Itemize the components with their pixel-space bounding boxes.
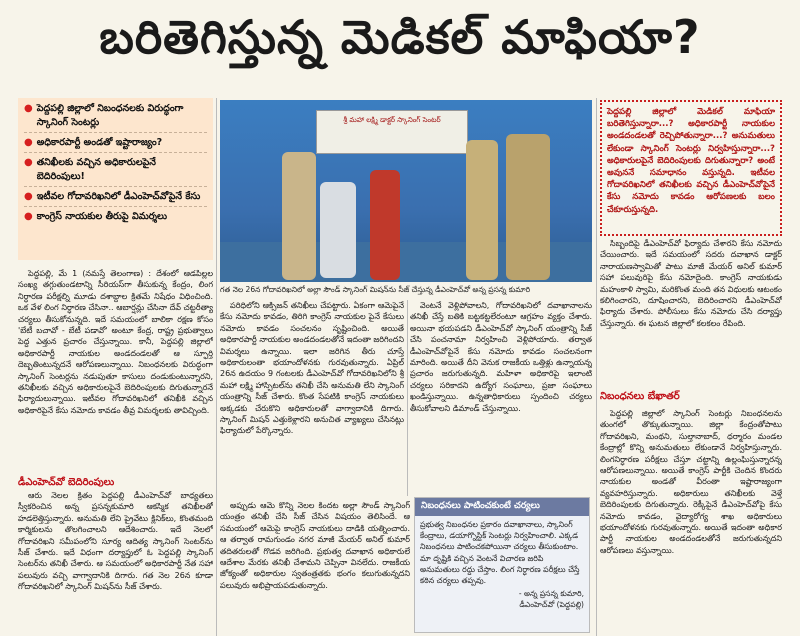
bullet-icon: ● (24, 137, 33, 148)
article-column-2 (220, 300, 404, 500)
highlight-item: ● కాంగ్రెస్ నాయకుల తీరుపై విమర్శలు (24, 211, 167, 222)
official-quote-box (414, 497, 590, 633)
subheading: నిబంధనలు బేఖాతర్ (600, 391, 680, 402)
article-paragraph: అప్పుడు ఆమె కొన్ని నెలల కిందట అల్లా సౌండ్ స్కానింగ్ యంత్రం తనిఖీ చేసి సీజ్ చేసిన విషయం తెలిసిందే. ఆ సమయంలో ఆమెపై కాంగ్రెస్ నాయకులు దాడికి యత్నించారు. ఆ తర్వాత రామగుండం నగర మాజీ మేయర్ అనిల్ కుమార్ తదితరులతో గొడవ జరిగింది. ప్రభుత్వ దవాఖాన అధికారులే ఆదేశాల మేరకు తనిఖీ చేశామని చెప్పినా వినలేదు. రాజకీయ జోక్యంతో అధికారుల స్వతంత్రతకు భంగం కలుగుతున్నదని పలువురు అభిప్రాయపడుతున్నారు. (220, 501, 410, 590)
article-paragraph: సిబ్బందిపై డీఎంహెచ్‌వో ఫిర్యాదు చేశారని కేసు నమోదు చేయించారు. ఇదే సమయంలో సదరు దవాఖాన డాక్టర్ నారాయణస్వామితో పాటు మాజీ మేయర్ అనిల్ కుమార్ సహా పలువురిపై కేసు నమోదైంది. కాంగ్రెస్ నాయకుడు మహంకాళి స్వామి, మరికొంత మంది తన విధులకు ఆటంకం కలిగించారని, దూషించారని, బెదిరించారని డీఎంహెచ్‌వో ఫిర్యాదు చేశారు. పోలీసులు కేసు నమోదు చేసి దర్యాప్తు చేస్తున్నారు. ఈ ఘటన జిల్లాలో కలకలం రేపింది. (600, 239, 782, 328)
column-divider (407, 300, 408, 496)
article-column-3 (410, 300, 592, 500)
article-paragraph: పెద్దపల్లి జిల్లాలో స్కానింగ్ సెంటర్లు నిబంధనలను తుంగలో తొక్కుతున్నాయి. జిల్లా కేంద్రంతోపాటు గోదావరిఖని, మంథని, సుల్తానాబాద్, ధర్మారం మండల కేంద్రాల్లో కొన్ని అనుమతులు లేకుండానే నిర్వహిస్తున్నారు. లింగనిర్ధారణ పరీక్షలు చేస్తూ చట్టాన్ని ఉల్లంఘిస్తున్నారన్న ఆరోపణలున్నాయి. అయితే కాంగ్రెస్ పార్టీకి చెందిన కొందరు నాయకుల అండతో వీరంతా ఇష్టారాజ్యంగా వ్యవహరిస్తున్నారు. అధికారులు తనిఖీలకు వెళ్తే బెదిరింపులకు దిగుతున్నారు. రెక్కీపైనే డీఎంహెచ్‌వోపై కేసు నమోదు కావడం, వైద్యారోగ్య శాఖ అధికారులు భయాందోళనకు గురవుతున్నారు. అయితే ఇదంతా అధికార పార్టీ నాయకుల అండదండలతోనే జరుగుతున్నదని ఆరోపణలు వస్తున్నాయి. (600, 409, 782, 555)
article-paragraph: పరిధిలోని ఆక్సిజన్ తనిఖీలు చేపట్టారు. ఏకంగా ఆమెపైనే కేసు నమోదు కావడం, తిరిగి కాంగ్రెస్ నాయకుల పైనే కేసులు నమోదు కావడం సంచలనం సృష్టించింది. అయితే అధికారపార్టీ నాయకుల అండదండలతోనే ఇదంతా జరిగిందని విమర్శలు ఉన్నాయి. ఇలా జరిగిన తీరు చూస్తే అధికారులంతా భయాందోళనకు గురవుతున్నారు. ఏప్రిల్ 26న ఉదయం 9 గంటలకు డీఎంహెచ్‌వో గోదావరిఖనిలోని శ్రీ మహా లక్ష్మి హాస్పిటల్‌ను తనిఖీ చేసి అనుమతి లేని స్కానింగ్ యంత్రాన్ని సీజ్ చేశారు. కొంత సేపటికి కాంగ్రెస్ నాయకులు అక్కడకు చేరుకొని అధికారులతో వాగ్వాదానికి దిగారు. స్కానింగ్ మిషన్ ఎత్తుకెళ్లారని అనుచిత వ్యాఖ్యలు చేసినట్లు ఫిర్యాదులో పేర్కొన్నారు. (220, 301, 404, 436)
officer-figure (466, 140, 498, 280)
pull-quote: పెద్దపల్లి జిల్లాలో మెడికల్ మాఫియా బరితెగిస్తున్నారా...? అధికారపార్టీ నాయకుల అండదండలతో రెచ్చిపోతున్నారా...? అనుమతులు లేకుండా స్కానింగ్ సెంటర్లు నిర్వహిస్తున్నారా...? అధికారులపైనే బెదిరింపులకు దిగుతున్నారా? అంటే అవుననే సమాధానం వస్తున్నది. ఇటీవల గోదావరిఖనిలో తనిఖీలకు వచ్చిన డీఎంహెచ్‌వోపైనే కేసు నమోదు కావడం ఆరోపణలకు బలం చేకూరుస్తున్నది. (600, 100, 782, 236)
signature-role: డీఎంహెచ్‌వో (పెద్దపల్లి) (519, 599, 584, 609)
article-paragraph: వెంటనే వెళ్లిపోవాలని, గోదావరిఖనిలో దవాఖానాలను తనిఖీ చేస్తే బతికి బట్టకట్టలేరంటూ ఆగ్రహం వ్యక్తం చేశారు. అయినా భయపడని డీఎంహెచ్‌వో స్కానింగ్ యంత్రాన్ని సీజ్ చేసి పంచనామా నిర్వహించి వెళ్లిపోయారు. తర్వాత డీఎంహెచ్‌వోపైనే కేసు నమోదు కావడం సంచలనంగా మారింది. అయితే దీని వెనుక రాజకీయ ఒత్తిళ్లు ఉన్నాయన్న ప్రచారం జరుగుతున్నది. మహిళా అధికారిపై ఇలాంటి చర్యలు సరికాదని ఉద్యోగ సంఘాలు, ప్రజా సంఘాలు ఖండిస్తున్నాయి. ఉన్నతాధికారులు స్పందించి చర్యలు తీసుకోవాలని డిమాండ్ చేస్తున్నాయి. (410, 301, 592, 413)
photo-caption: గత నెల 26న గోదావరిఖనిలో అల్లా సౌండ్ స్కానింగ్ మిషన్‌ను సీజ్ చేస్తున్న డీఎంహెచ్‌వో అన్న ప్రసన్న కుమారి (220, 285, 531, 294)
bullet-icon: ● (24, 157, 33, 168)
article-column-1b (18, 490, 213, 636)
woman-figure (370, 170, 400, 280)
clinic-banner: శ్రీ మహా లక్ష్మి డాక్టర్ స్కానింగ్ సెంటర్ (316, 110, 468, 154)
article-paragraph: ఆరు నెలల క్రితం పెద్దపల్లి డీఎంహెచ్‌వో బాధ్యతలు స్వీకరించిన అన్న ప్రసన్నకుమారి ఆకస్మిక తనిఖీలతో హడలెత్తిస్తున్నారు. అనుమతి లేని ప్రైవేటు క్లినిక్‌లు, కొంతమంది కార్మికులను తొలగించాలని ఆదేశించారు. ఇదే నెలలో గోదావరిఖని సమీపంలోని సూర్య ఆదిత్య స్కానింగ్ సెంటర్‌ను సీజ్ చేశారు. ఇదే విధంగా దర్యాప్తులో ఓ పెద్దపల్లి స్కానింగ్ సెంటర్‌ను తనిఖీ చేశారు. ఆ సమయంలో అధికారపార్టీ నేత సహా పలువురు వచ్చి వాగ్వాదానికి దిగారు. గత నెల 26న కూడా గోదావరిఖనిలో స్కానింగ్ మిషన్‌ను సీజ్ చేశారు. (18, 491, 213, 592)
headline: బరితెగిస్తున్న మెడికల్ మాఫియా? (99, 10, 701, 64)
column-divider (216, 98, 217, 636)
bullet-icon: ● (24, 103, 33, 114)
article-column-2b (220, 500, 410, 636)
officer-figure (282, 152, 316, 280)
article-paragraph: పెద్దపల్లి, మే 1 (నమస్తే తెలంగాణ) : దేశంలో ఆడపిల్లల సంఖ్య తగ్గుతుండటాన్ని సీరియస్‌గా తీసుకున్న కేంద్రం, లింగ నిర్ధారణ పరీక్షల్ని మూడు దశాబ్దాల క్రితమే నిషేధం విధించింది. ఒక వేళ లింగ నిర్ధారణ చేసినా.. ఆబార్షన్లు చేసినా దేవ్ చట్టరీత్యా చర్యలు తీసుకోనున్నది. ఇదే సమయంలో బాలికా రక్షణ కోసం 'బేటీ బచావో - బేటీ పడావో' అంటూ కేంద్ర, రాష్ట్ర ప్రభుత్వాలు పెద్ద ఎత్తున ప్రచారం చేస్తున్నాయి. కానీ, పెద్దపల్లి జిల్లాలో అధికారపార్టీ నాయకుల అండదండలతో ఆ స్ఫూర్తి దెబ్బతింటున్నదనే ఆరోపణలున్నాయి. నిబంధనలకు విరుద్ధంగా స్కానింగ్ సెంటర్లను నడుపుతూ కాసులు దండుకుంటున్నారని, తనిఖీలకు వచ్చిన అధికారులపైనే బెదిరింపులకు దిగుతున్నారనే ఫిర్యాదులున్నాయి. ఇటీవల గోదావరిఖనిలో తనిఖీకి వచ్చిన అధికారిపైనే కేసు నమోదు కావడం తీవ్ర విమర్శలకు తావిచ్చింది. (18, 269, 213, 415)
highlight-item: ● అధికారపార్టీ అండతో ఇష్టారాజ్యం? (24, 136, 207, 153)
box-title: నిబంధనలు పాటించకుంటే చర్యలు (415, 498, 589, 516)
article-column-4b (600, 408, 782, 636)
highlight-item: ● ఇటీవల గోదావరిఖనిలో డీఎంహెచ్‌వోపైనే కేసు (24, 190, 207, 207)
bullet-icon: ● (24, 211, 33, 222)
box-signature (415, 589, 589, 610)
bullet-icon: ● (24, 191, 33, 202)
box-body: ప్రభుత్వ నిబంధనల ప్రకారం దవాఖానాలు, స్కానింగ్ కేంద్రాలు, డయాగ్నొస్టిక్ సెంటర్లు నిర్వహించాలి. ఎక్కడ నిబంధనలు పాటించకపోయినా చర్యలు తీసుకుంటాం. మా దృష్టికి వచ్చిన వెంటనే విచారణ జరిపి అనుమతులు రద్దు చేస్తాం. లింగ నిర్ధారణ పరీక్షలు చేస్తే కఠిన చర్యలు తప్పవు. (420, 520, 580, 586)
machine-figure (320, 182, 356, 278)
highlight-item: ● పెద్దపల్లి జిల్లాలో నిబంధనలకు విరుద్ధంగా స్కానింగ్ సెంటర్లు (24, 102, 207, 133)
signature-name: - అన్న ప్రసన్న కుమారి, (518, 589, 584, 599)
subheading: డీఎంహెచ్‌వో బెదిరింపులు (18, 477, 115, 488)
highlight-item: ● తనిఖీలకు వచ్చిన అధికారులపైనే బెదిరింపులు! (24, 156, 207, 187)
article-column-4 (600, 238, 782, 378)
news-photo (220, 100, 592, 282)
column-divider (596, 98, 597, 636)
highlights-box (18, 98, 213, 260)
officer-figure (506, 134, 550, 280)
article-column-1 (18, 268, 213, 474)
